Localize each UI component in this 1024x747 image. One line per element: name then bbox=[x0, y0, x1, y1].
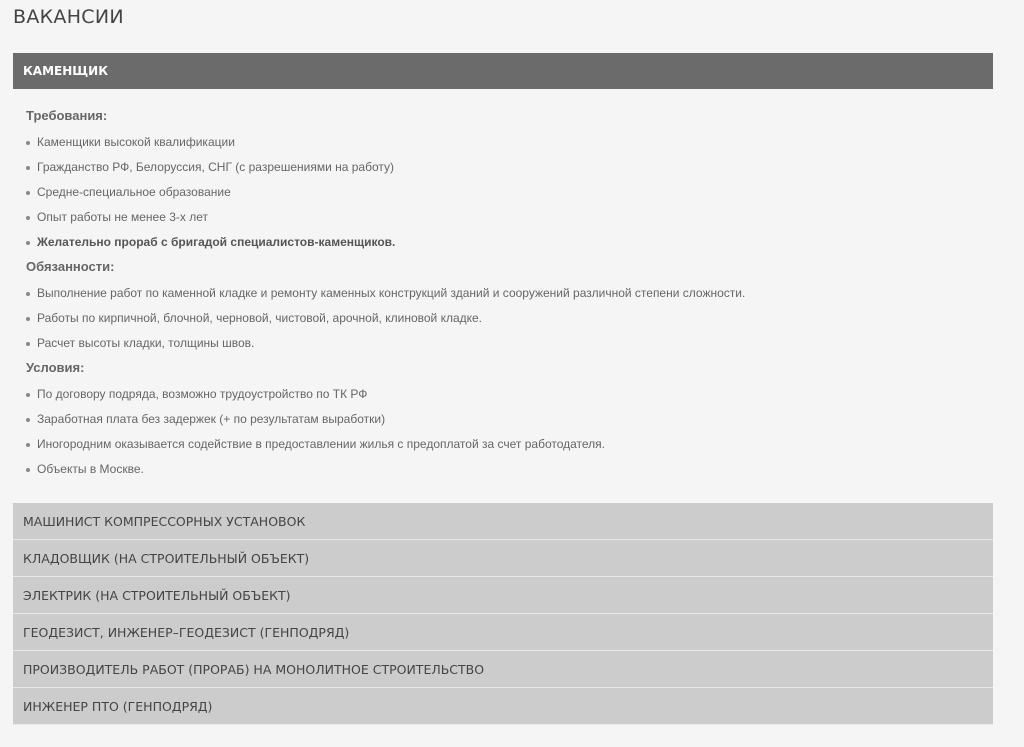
bullet-icon bbox=[26, 317, 30, 321]
vacancy-title: МАШИНИСТ КОМПРЕССОРНЫХ УСТАНОВОК bbox=[23, 513, 306, 529]
list-item-text: Опыт работы не менее 3-х лет bbox=[37, 210, 209, 224]
requirements-section bbox=[26, 107, 980, 258]
vacancy-title: ПРОИЗВОДИТЕЛЬ РАБОТ (ПРОРАБ) НА МОНОЛИТНОЕ СТРОИТЕЛЬСТВО bbox=[23, 661, 485, 677]
list-item bbox=[26, 410, 980, 435]
conditions-section bbox=[26, 359, 980, 485]
vacancy-header-compressor-operator[interactable] bbox=[13, 503, 993, 540]
list-item bbox=[26, 334, 980, 359]
list-item-text: Объекты в Москве. bbox=[37, 462, 144, 476]
vacancy-title: ГЕОДЕЗИСТ, ИНЖЕНЕР–ГЕОДЕЗИСТ (ГЕНПОДРЯД) bbox=[23, 624, 350, 640]
page-title: ВАКАНСИИ bbox=[13, 6, 124, 28]
section-heading: Обязанности: bbox=[26, 259, 115, 274]
list-item bbox=[26, 385, 980, 410]
vacancy-header-active[interactable] bbox=[13, 53, 993, 89]
bullet-icon bbox=[26, 191, 30, 195]
vacancy-title: ИНЖЕНЕР ПТО (ГЕНПОДРЯД) bbox=[23, 698, 213, 714]
list-item-text: Выполнение работ по каменной кладке и ремонту каменных конструкций зданий и сооружений различной степени сложности. bbox=[37, 286, 746, 300]
vacancy-title: КЛАДОВЩИК (НА СТРОИТЕЛЬНЫЙ ОБЪЕКТ) bbox=[23, 550, 310, 566]
bullet-icon bbox=[26, 443, 30, 447]
list-item-text: Желательно прораб с бригадой специалистов-каменщиков. bbox=[37, 235, 396, 249]
list-item-text: Гражданство РФ, Белоруссия, СНГ (с разрешениями на работу) bbox=[37, 160, 395, 174]
vacancy-header-electrician[interactable] bbox=[13, 577, 993, 614]
list-item-text: Средне-специальное образование bbox=[37, 185, 231, 199]
list-item bbox=[26, 158, 980, 183]
list-item-text: Каменщики высокой квалификации bbox=[37, 135, 235, 149]
bullet-icon bbox=[26, 342, 30, 346]
list-item bbox=[26, 309, 980, 334]
collapsed-vacancies bbox=[13, 503, 993, 725]
duties-list bbox=[26, 284, 980, 359]
conditions-list bbox=[26, 385, 980, 485]
list-item bbox=[26, 460, 980, 485]
vacancy-details-panel bbox=[13, 89, 993, 503]
bullet-icon bbox=[26, 418, 30, 422]
section-heading: Требования: bbox=[26, 108, 108, 123]
bullet-icon bbox=[26, 292, 30, 296]
list-item-text: Заработная плата без задержек (+ по результатам выработки) bbox=[37, 412, 386, 426]
list-item bbox=[26, 183, 980, 208]
vacancies-accordion bbox=[13, 53, 993, 725]
list-item bbox=[26, 284, 980, 309]
bullet-icon bbox=[26, 468, 30, 472]
list-item bbox=[26, 208, 980, 233]
vacancy-header-surveyor[interactable] bbox=[13, 614, 993, 651]
list-item bbox=[26, 233, 980, 258]
bullet-icon bbox=[26, 241, 30, 245]
list-item-text: Иногородним оказывается содействие в предоставлении жилья с предоплатой за счет работодателя. bbox=[37, 437, 606, 451]
bullet-icon bbox=[26, 166, 30, 170]
vacancy-title: КАМЕНЩИК bbox=[23, 64, 109, 78]
list-item-text: Работы по кирпичной, блочной, черновой, чистовой, арочной, клиновой кладке. bbox=[37, 311, 483, 325]
bullet-icon bbox=[26, 393, 30, 397]
list-item-text: Расчет высоты кладки, толщины швов. bbox=[37, 336, 255, 350]
vacancy-title: ЭЛЕКТРИК (НА СТРОИТЕЛЬНЫЙ ОБЪЕКТ) bbox=[23, 587, 291, 603]
list-item bbox=[26, 435, 980, 460]
vacancy-header-storekeeper[interactable] bbox=[13, 540, 993, 577]
requirements-list bbox=[26, 133, 980, 258]
duties-section bbox=[26, 258, 980, 359]
section-heading: Условия: bbox=[26, 360, 85, 375]
bullet-icon bbox=[26, 141, 30, 145]
list-item-text: По договору подряда, возможно трудоустройство по ТК РФ bbox=[37, 387, 368, 401]
bullet-icon bbox=[26, 216, 30, 220]
list-item bbox=[26, 133, 980, 158]
vacancy-header-foreman[interactable] bbox=[13, 651, 993, 688]
vacancy-header-pto-engineer[interactable] bbox=[13, 688, 993, 725]
